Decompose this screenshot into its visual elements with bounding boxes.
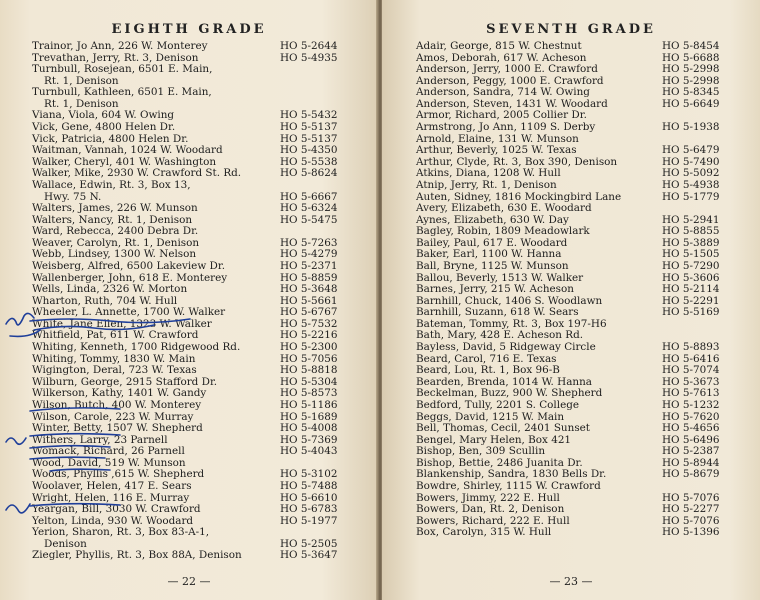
phone-number: HO 5-8893 — [662, 341, 720, 354]
student-entry: Bengel, Mary Helen, Box 421 — [416, 433, 572, 446]
list-item — [416, 64, 746, 76]
phone-number: HO 5-8859 — [280, 271, 338, 284]
student-entry: Atkins, Diana, 1208 W. Hull — [416, 167, 561, 180]
phone-number: HO 5-4935 — [280, 51, 338, 64]
phone-number: HO 5-7076 — [662, 491, 720, 504]
student-entry: Walker, Cheryl, 401 W. Washington — [32, 155, 217, 168]
heading-eighth-grade: EIGHTH GRADE — [111, 22, 267, 37]
student-entry: Hwy. 75 N. — [44, 190, 102, 203]
phone-number: HO 5-6783 — [280, 503, 338, 516]
phone-number: HO 5-1505 — [662, 248, 720, 261]
phone-number: HO 5-2644 — [280, 40, 338, 52]
student-entry: Womack, Richard, 26 Parnell — [32, 445, 185, 458]
student-entry: Box, Carolyn, 315 W. Hull — [416, 526, 552, 539]
student-entry: Yerion, Sharon, Rt. 3, Box 83-A-1, — [32, 526, 210, 539]
phone-number: HO 5-2998 — [662, 63, 720, 76]
phone-number: HO 5-4043 — [280, 445, 338, 458]
phone-number: HO 5-3606 — [662, 271, 720, 284]
phone-number: HO 5-6649 — [662, 97, 720, 110]
pen-scribble — [6, 438, 26, 444]
phone-number: HO 5-8345 — [662, 86, 720, 99]
phone-number: HO 5-5137 — [280, 121, 338, 134]
phone-number: HO 5-2371 — [280, 259, 338, 272]
student-entry: Turnbull, Rosejean, 6501 E. Main, — [32, 63, 213, 76]
student-entry: Wigington, Deral, 723 W. Texas — [32, 364, 197, 377]
student-entry: Ward, Rebecca, 2400 Debra Dr. — [32, 225, 199, 238]
student-entry: Auten, Sidney, 1816 Mockingbird Lane — [416, 190, 622, 203]
phone-number: HO 5-2216 — [280, 329, 338, 342]
student-entry: Whiting, Kenneth, 1700 Ridgewood Rd. — [32, 341, 241, 354]
student-entry: Weisberg, Alfred, 6500 Lakeview Dr. — [32, 259, 225, 272]
list-item — [32, 550, 364, 562]
student-entry: Withers, Larry, 23 Parnell — [32, 433, 168, 446]
student-entry: Waitman, Vannah, 1024 W. Woodard — [32, 144, 223, 157]
page-number-right: — 23 — — [549, 575, 593, 588]
student-entry: Bowdre, Shirley, 1115 W. Crawford — [416, 479, 601, 492]
page-left — [0, 0, 378, 600]
student-entry: Viana, Viola, 604 W. Owing — [32, 109, 175, 122]
student-entry: Bailey, Paul, 617 E. Woodard — [416, 236, 568, 249]
phone-number: HO 5-2998 — [662, 74, 720, 87]
list-item — [416, 284, 746, 296]
phone-number: HO 5-4350 — [280, 144, 338, 157]
phone-number: HO 5-1186 — [280, 398, 338, 411]
phone-number: HO 5-1232 — [662, 398, 720, 411]
student-entry: Vick, Patricia, 4800 Helen Dr. — [32, 132, 189, 145]
student-entry: Beard, Carol, 716 E. Texas — [416, 352, 557, 365]
list-item — [32, 400, 364, 412]
student-entry: Webb, Lindsey, 1300 W. Nelson — [32, 248, 197, 261]
phone-number: HO 5-7532 — [280, 317, 338, 330]
student-entry: Anderson, Jerry, 1000 E. Crawford — [416, 63, 598, 76]
student-entry: Ziegler, Phyllis, Rt. 3, Box 88A, Denison — [32, 549, 242, 562]
list-item — [32, 423, 364, 435]
student-entry: Woods, Phyllis ,615 W. Shepherd — [32, 468, 205, 481]
student-entry: Wood, David, 519 W. Munson — [32, 456, 186, 469]
phone-number: HO 5-6416 — [662, 352, 720, 365]
phone-number: HO 5-5169 — [662, 306, 720, 319]
pen-scribble — [6, 313, 34, 324]
phone-number: HO 5-2941 — [662, 213, 720, 226]
phone-number: HO 5-1779 — [662, 190, 720, 203]
student-entry: Wheeler, L. Annette, 1700 W. Walker — [32, 306, 226, 319]
phone-number: HO 5-7290 — [662, 259, 720, 272]
student-entry: Anderson, Sandra, 714 W. Owing — [416, 86, 590, 99]
phone-number: HO 5-6688 — [662, 51, 720, 64]
student-entry: Arnold, Elaine, 131 W. Munson — [416, 132, 579, 145]
list-item — [32, 342, 364, 354]
list-item — [416, 423, 746, 435]
list-item — [32, 180, 364, 192]
phone-number: HO 5-7056 — [280, 352, 338, 365]
phone-number: HO 5-5538 — [280, 155, 338, 168]
phone-number: HO 5-7263 — [280, 236, 338, 249]
list-item — [416, 41, 746, 53]
student-entry: Woolaver, Helen, 417 E. Sears — [32, 479, 192, 492]
phone-number: HO 5-8624 — [280, 167, 338, 180]
student-entry: Bearden, Brenda, 1014 W. Hanna — [416, 375, 592, 388]
phone-number: HO 5-3102 — [280, 468, 338, 481]
student-entry: Weaver, Carolyn, Rt. 1, Denison — [32, 236, 200, 249]
list-item — [416, 261, 746, 273]
list-item — [416, 342, 746, 354]
page-number-left: — 22 — — [167, 575, 211, 588]
list-item — [416, 122, 746, 134]
student-entry: Atnip, Jerry, Rt. 1, Denison — [416, 178, 557, 191]
student-entry: Trevathan, Jerry, Rt. 3, Denison — [32, 51, 199, 64]
phone-number: HO 5-2277 — [662, 503, 720, 516]
list-item — [32, 203, 364, 215]
student-entry: Yeargan, Bill, 3030 W. Crawford — [32, 503, 201, 516]
student-entry: Rt. 1, Denison — [44, 74, 119, 87]
student-entry: Turnbull, Kathleen, 6501 E. Main, — [32, 86, 212, 99]
student-entry: Adair, George, 815 W. Chestnut — [416, 40, 582, 52]
phone-number: HO 5-2387 — [662, 445, 720, 458]
phone-number: HO 5-1689 — [280, 410, 338, 423]
phone-number: HO 5-1977 — [280, 514, 338, 527]
list-item — [32, 284, 364, 296]
student-entry: Wells, Linda, 2326 W. Morton — [32, 283, 188, 296]
phone-number: HO 5-4656 — [662, 422, 720, 435]
student-entry: Bowers, Jimmy, 222 E. Hull — [416, 491, 560, 504]
directory-list-seventh-grade — [416, 41, 746, 539]
student-entry: Baker, Earl, 1100 W. Hanna — [416, 248, 562, 261]
directory-list-eighth-grade — [32, 41, 364, 562]
student-entry: Wilson, Butch, 400 W. Monterey — [32, 398, 202, 411]
phone-number: HO 5-6479 — [662, 144, 720, 157]
student-entry: Bateman, Tommy, Rt. 3, Box 197-H6 — [416, 317, 607, 330]
list-item — [416, 527, 746, 539]
phone-number: HO 5-5137 — [280, 132, 338, 145]
student-entry: Arthur, Beverly, 1025 W. Texas — [416, 144, 577, 157]
phone-number: HO 5-2114 — [662, 283, 720, 296]
student-entry: Blankenship, Sandra, 1830 Bells Dr. — [416, 468, 607, 481]
list-item — [32, 261, 364, 273]
student-entry: Beggs, David, 1215 W. Main — [416, 410, 565, 423]
student-entry: White, Jane Ellen, 1323 W. Walker — [32, 317, 212, 330]
student-entry: Ballou, Beverly, 1513 W. Walker — [416, 271, 584, 284]
student-entry: Anderson, Steven, 1431 W. Woodard — [416, 97, 608, 110]
student-entry: Bayless, David, 5 Ridgeway Circle — [416, 341, 596, 354]
phone-number: HO 5-6324 — [280, 202, 338, 215]
student-entry: Bowers, Dan, Rt. 2, Denison — [416, 503, 565, 516]
heading-seventh-grade: SEVENTH GRADE — [486, 22, 656, 37]
student-entry: Ball, Bryne, 1125 W. Munson — [416, 259, 569, 272]
page-right — [382, 0, 760, 600]
list-item — [416, 400, 746, 412]
student-entry: Wilkerson, Kathy, 1401 W. Gandy — [32, 387, 207, 400]
list-item — [32, 481, 364, 493]
student-entry: Wilburn, George, 2915 Stafford Dr. — [32, 375, 218, 388]
student-entry: Bagley, Robin, 1809 Meadowlark — [416, 225, 590, 238]
student-entry: Walters, James, 226 W. Munson — [32, 202, 198, 215]
student-entry: Bishop, Ben, 309 Scullin — [416, 445, 546, 458]
phone-number: HO 5-2300 — [280, 341, 338, 354]
student-entry: Whiting, Tommy, 1830 W. Main — [32, 352, 196, 365]
student-entry: Avery, Elizabeth, 630 E. Woodard — [416, 202, 592, 215]
phone-number: HO 5-8573 — [280, 387, 338, 400]
pen-scribble — [6, 504, 30, 513]
phone-number: HO 5-1938 — [662, 121, 720, 134]
student-entry: Trainor, Jo Ann, 226 W. Monterey — [32, 40, 208, 52]
student-entry: Wharton, Ruth, 704 W. Hull — [32, 294, 178, 307]
student-entry: Barnhill, Chuck, 1406 S. Woodlawn — [416, 294, 603, 307]
phone-number: HO 5-2505 — [280, 537, 338, 550]
list-item — [416, 481, 746, 493]
student-entry: Beckelman, Buzz, 900 W. Shepherd — [416, 387, 603, 400]
phone-number: HO 5-8944 — [662, 456, 720, 469]
student-entry: Anderson, Peggy, 1000 E. Crawford — [416, 74, 604, 87]
student-entry: Walker, Mike, 2930 W. Crawford St. Rd. — [32, 167, 242, 180]
phone-number: HO 5-8454 — [662, 40, 720, 52]
student-entry: Barnes, Jerry, 215 W. Acheson — [416, 283, 574, 296]
phone-number: HO 5-8818 — [280, 364, 338, 377]
phone-number: HO 5-3648 — [280, 283, 338, 296]
phone-number: HO 5-7076 — [662, 514, 720, 527]
phone-number: HO 5-5304 — [280, 375, 338, 388]
list-item — [416, 203, 746, 215]
student-entry: Armstrong, Jo Ann, 1109 S. Derby — [416, 121, 596, 134]
student-entry: Denison — [44, 537, 87, 550]
phone-number: HO 5-7369 — [280, 433, 338, 446]
phone-number: HO 5-8679 — [662, 468, 720, 481]
phone-number: HO 5-7488 — [280, 479, 338, 492]
phone-number: HO 5-5475 — [280, 213, 338, 226]
student-entry: Walters, Nancy, Rt. 1, Denison — [32, 213, 193, 226]
student-entry: Arthur, Clyde, Rt. 3, Box 390, Denison — [416, 155, 618, 168]
student-entry: Barnhill, Suzann, 618 W. Sears — [416, 306, 579, 319]
student-entry: Bath, Mary, 428 E. Acheson Rd. — [416, 329, 584, 342]
phone-number: HO 5-6667 — [280, 190, 338, 203]
student-entry: Wright, Helen, 116 E. Murray — [32, 491, 190, 504]
phone-number: HO 5-5432 — [280, 109, 338, 122]
phone-number: HO 5-1396 — [662, 526, 720, 539]
student-entry: Winter, Betty, 1507 W. Shepherd — [32, 422, 203, 435]
student-entry: Beard, Lou, Rt. 1, Box 96-B — [416, 364, 560, 377]
phone-number: HO 5-3889 — [662, 236, 720, 249]
student-entry: Yelton, Linda, 930 W. Woodard — [32, 514, 194, 527]
student-entry: Amos, Deborah, 617 W. Acheson — [416, 51, 587, 64]
phone-number: HO 5-4008 — [280, 422, 338, 435]
phone-number: HO 5-6767 — [280, 306, 338, 319]
student-entry: Bishop, Bettie, 2486 Juanita Dr. — [416, 456, 583, 469]
phone-number: HO 5-6496 — [662, 433, 720, 446]
student-entry: Armor, Richard, 2005 Collier Dr. — [416, 109, 587, 122]
student-entry: Bell, Thomas, Cecil, 2401 Sunset — [416, 422, 590, 435]
phone-number: HO 5-2291 — [662, 294, 720, 307]
list-item — [32, 504, 364, 516]
phone-number: HO 5-8855 — [662, 225, 720, 238]
student-entry: Wallace, Edwin, Rt. 3, Box 13, — [32, 178, 191, 191]
phone-number: HO 5-3673 — [662, 375, 720, 388]
student-entry: Vick, Gene, 4800 Helen Dr. — [32, 121, 176, 134]
list-item — [32, 41, 364, 53]
student-entry: Bedford, Tully, 2201 S. College — [416, 398, 580, 411]
student-entry: Whitfield, Pat, 611 W. Crawford — [32, 329, 199, 342]
phone-number: HO 5-7613 — [662, 387, 720, 400]
list-item — [416, 180, 746, 192]
student-entry: Rt. 1, Denison — [44, 97, 119, 110]
student-entry: Aynes, Elizabeth, 630 W. Day — [416, 213, 569, 226]
phone-number: HO 5-3647 — [280, 549, 338, 562]
student-entry: Wilson, Carole, 223 W. Murray — [32, 410, 194, 423]
student-entry: Bowers, Richard, 222 E. Hull — [416, 514, 570, 527]
phone-number: HO 5-4279 — [280, 248, 338, 261]
phone-number: HO 5-5092 — [662, 167, 720, 180]
list-item — [32, 64, 364, 76]
phone-number: HO 5-7620 — [662, 410, 720, 423]
phone-number: HO 5-6610 — [280, 491, 338, 504]
list-item — [416, 504, 746, 516]
phone-number: HO 5-5661 — [280, 294, 338, 307]
phone-number: HO 5-7490 — [662, 155, 720, 168]
list-item — [32, 122, 364, 134]
phone-number: HO 5-7074 — [662, 364, 720, 377]
student-entry: Wallenberger, John, 618 E. Monterey — [32, 271, 228, 284]
phone-number: HO 5-4938 — [662, 178, 720, 191]
